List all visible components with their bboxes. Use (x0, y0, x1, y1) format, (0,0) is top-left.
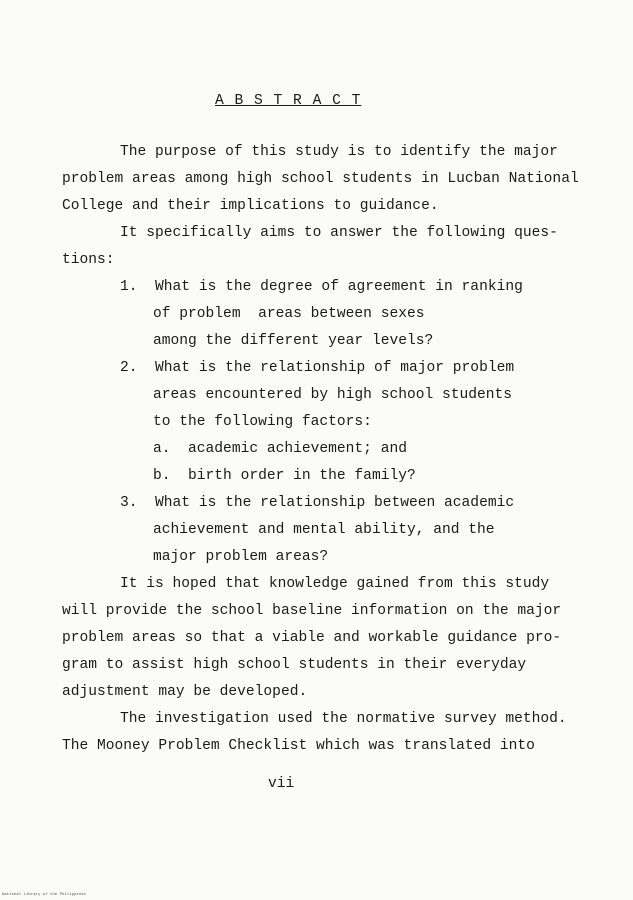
body-line: will provide the school baseline information on the major (62, 603, 562, 619)
question-3-line: major problem areas? (153, 549, 329, 565)
body-line: The investigation used the normative survey method. (120, 711, 567, 727)
body-line: The purpose of this study is to identify the major (120, 144, 558, 160)
body-line: gram to assist high school students in their everyday (62, 657, 527, 673)
body-line: problem areas among high school students in Lucban National (62, 171, 579, 187)
question-2-subitem-b: b. birth order in the family? (153, 468, 416, 484)
body-line: adjustment may be developed. (62, 684, 308, 700)
question-1-line: of problem areas between sexes (153, 306, 425, 322)
question-2-line: to the following factors: (153, 414, 372, 430)
body-line: It specifically aims to answer the following ques- (120, 225, 558, 241)
abstract-title: A B S T R A C T (215, 93, 362, 109)
question-1-line: among the different year levels? (153, 333, 434, 349)
body-line: College and their implications to guidance. (62, 198, 439, 214)
page-number: vii (268, 776, 295, 792)
library-watermark: National Library of the Philippines (2, 893, 87, 897)
question-2-line: 2. What is the relationship of major problem (120, 360, 515, 376)
question-3-line: achievement and mental ability, and the (153, 522, 495, 538)
body-line: It is hoped that knowledge gained from this study (120, 576, 550, 592)
question-1-line: 1. What is the degree of agreement in ranking (120, 279, 523, 295)
question-2-line: areas encountered by high school students (153, 387, 513, 403)
body-line: The Mooney Problem Checklist which was translated into (62, 738, 535, 754)
body-line: tions: (62, 252, 115, 268)
question-2-subitem-a: a. academic achievement; and (153, 441, 407, 457)
question-3-line: 3. What is the relationship between academic (120, 495, 515, 511)
body-line: problem areas so that a viable and workable guidance pro- (62, 630, 562, 646)
